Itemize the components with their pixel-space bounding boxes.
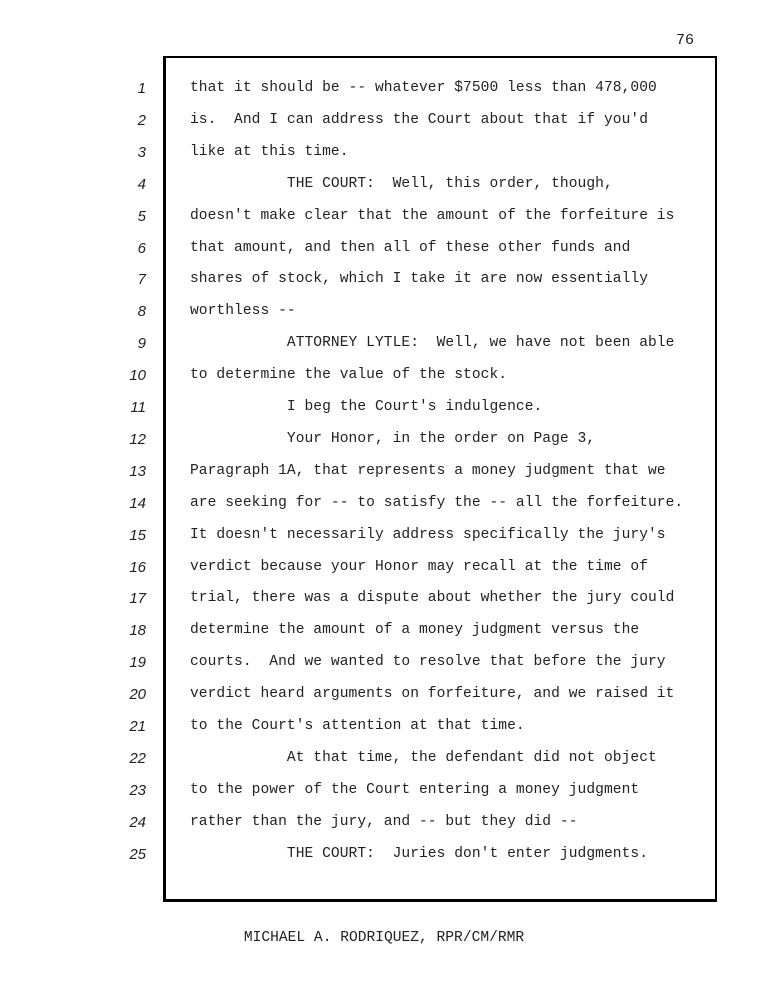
- line-number: 17: [129, 590, 146, 608]
- line-number: 16: [129, 558, 146, 576]
- line-number: 19: [129, 654, 146, 672]
- line-number: 10: [129, 367, 146, 385]
- transcript-line-text: THE COURT: Juries don't enter judgments.: [190, 845, 648, 862]
- transcript-line-text: I beg the Court's indulgence.: [190, 399, 543, 415]
- line-number: 9: [137, 335, 146, 353]
- transcript-line-text: like at this time.: [190, 143, 349, 160]
- transcript-line-text: shares of stock, which I take it are now essentially: [190, 271, 648, 288]
- transcript-line-text: It doesn't necessarily address specifically the jury's: [190, 526, 666, 543]
- line-number: 21: [129, 718, 146, 735]
- transcript-line-text: Paragraph 1A, that represents a money judgment that we: [190, 462, 666, 479]
- transcript-line-text: to determine the value of the stock.: [190, 367, 508, 384]
- line-number: 4: [137, 175, 146, 193]
- line-number: 14: [129, 494, 146, 512]
- line-number: 2: [137, 111, 146, 129]
- transcript-line-text: that it should be -- whatever $7500 less than 478,000: [190, 80, 657, 96]
- transcript-line-text: verdict because your Honor may recall at the time of: [190, 558, 648, 575]
- transcript-line-text: rather than the jury, and -- but they did --: [190, 813, 578, 830]
- line-number: 6: [137, 239, 146, 257]
- line-number: 1: [137, 80, 146, 97]
- line-number: 5: [137, 207, 146, 225]
- transcript-line-text: trial, there was a dispute about whether the jury could: [190, 590, 675, 607]
- line-number: 8: [137, 303, 146, 321]
- line-number: 18: [129, 622, 146, 640]
- line-number: 25: [129, 845, 146, 863]
- transcript-line-text: ATTORNEY LYTLE: Well, we have not been able: [190, 335, 675, 352]
- line-number: 13: [129, 462, 146, 480]
- transcript-line-text: is. And I can address the Court about that if you'd: [190, 111, 648, 128]
- line-number: 22: [129, 749, 146, 767]
- line-number: 12: [129, 430, 146, 448]
- transcript-line-text: that amount, and then all of these other funds and: [190, 239, 631, 256]
- transcript-line-text: determine the amount of a money judgment versus the: [190, 622, 640, 639]
- reporter-footer: MICHAEL A. RODRIQUEZ, RPR/CM/RMR: [243, 930, 525, 946]
- line-number: 15: [129, 526, 146, 544]
- line-number: 11: [130, 399, 146, 416]
- transcript-line-text: to the power of the Court entering a money judgment: [190, 781, 640, 798]
- transcript-line-text: courts. And we wanted to resolve that before the jury: [190, 654, 666, 671]
- line-number: 7: [137, 271, 146, 289]
- transcript-line-text: worthless --: [190, 303, 296, 320]
- transcript-line-text: doesn't make clear that the amount of the forfeiture is: [190, 207, 675, 224]
- transcript-line-text: verdict heard arguments on forfeiture, and we raised it: [190, 686, 675, 703]
- transcript-line-text: THE COURT: Well, this order, though,: [190, 175, 613, 192]
- line-number: 20: [129, 686, 146, 704]
- line-number: 23: [129, 781, 146, 799]
- page-number: 76: [676, 32, 695, 49]
- transcript-line-text: Your Honor, in the order on Page 3,: [190, 430, 596, 447]
- transcript-line-text: At that time, the defendant did not object: [190, 749, 657, 766]
- transcript-line-text: to the Court's attention at that time.: [190, 718, 525, 734]
- line-number: 3: [137, 143, 146, 161]
- transcript-line-text: are seeking for -- to satisfy the -- all the forfeiture.: [190, 494, 684, 511]
- line-number: 24: [129, 813, 146, 831]
